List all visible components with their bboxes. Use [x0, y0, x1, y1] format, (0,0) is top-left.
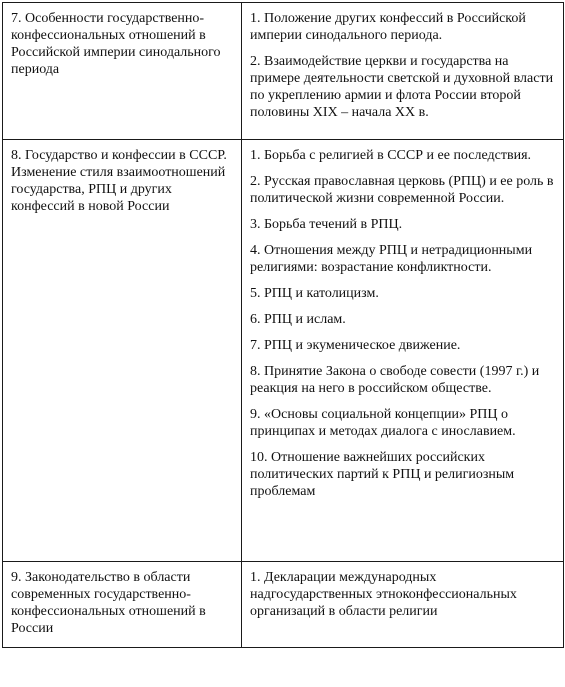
list-item: 3. Борьба течений в РПЦ.	[250, 217, 403, 232]
topic-title: 8. Государство и конфессии в СССР. Изменение стиля взаимоотношений государства, РПЦ и других конфессий в новой России	[11, 148, 227, 214]
list-item: 5. РПЦ и католицизм.	[250, 286, 379, 301]
table-row	[3, 3, 564, 140]
table-row	[3, 140, 564, 562]
topic-cell	[3, 562, 242, 648]
list-item: 10. Отношение важнейших российских политических партий к РПЦ и религиозным проблемам	[250, 450, 515, 499]
topic-title: 7. Особенности государственно-конфессиональных отношений в Российской империи синодального периода	[11, 11, 221, 77]
list-item: 8. Принятие Закона о свободе совести (1997 г.) и реакция на него в российском обществе.	[250, 364, 540, 396]
topic-cell	[3, 3, 242, 140]
list-item: 6. РПЦ и ислам.	[250, 312, 346, 327]
list-item: 7. РПЦ и экуменическое движение.	[250, 338, 461, 353]
list-item: 4. Отношения между РПЦ и нетрадиционными религиями: возрастание конфликтности.	[250, 243, 533, 275]
list-item: 1. Борьба с религией в СССР и ее последствия.	[250, 148, 532, 163]
topic-title: 9. Законодательство в области современных государственно-конфессиональных отношений в России	[11, 570, 206, 636]
curriculum-table	[2, 2, 564, 648]
list-item: 1. Положение других конфессий в Российской империи синодального периода.	[250, 11, 526, 43]
list-item: 1. Декларации международных надгосударственных этноконфессиональных организаций в области религии	[250, 570, 517, 619]
list-item: 2. Взаимодействие церкви и государства на примере деятельности светской и духовной власти по укреплению армии и флота России второй половины XIX – начала XX в.	[250, 54, 554, 120]
topic-cell	[3, 140, 242, 562]
items-cell	[242, 140, 564, 562]
items-cell	[242, 562, 564, 648]
items-cell	[242, 3, 564, 140]
list-item: 9. «Основы социальной концепции» РПЦ о принципах и методах диалога с инославием.	[250, 407, 516, 439]
list-item: 2. Русская православная церковь (РПЦ) и ее роль в политической жизни современной России.	[250, 174, 554, 206]
table-row	[3, 562, 564, 648]
